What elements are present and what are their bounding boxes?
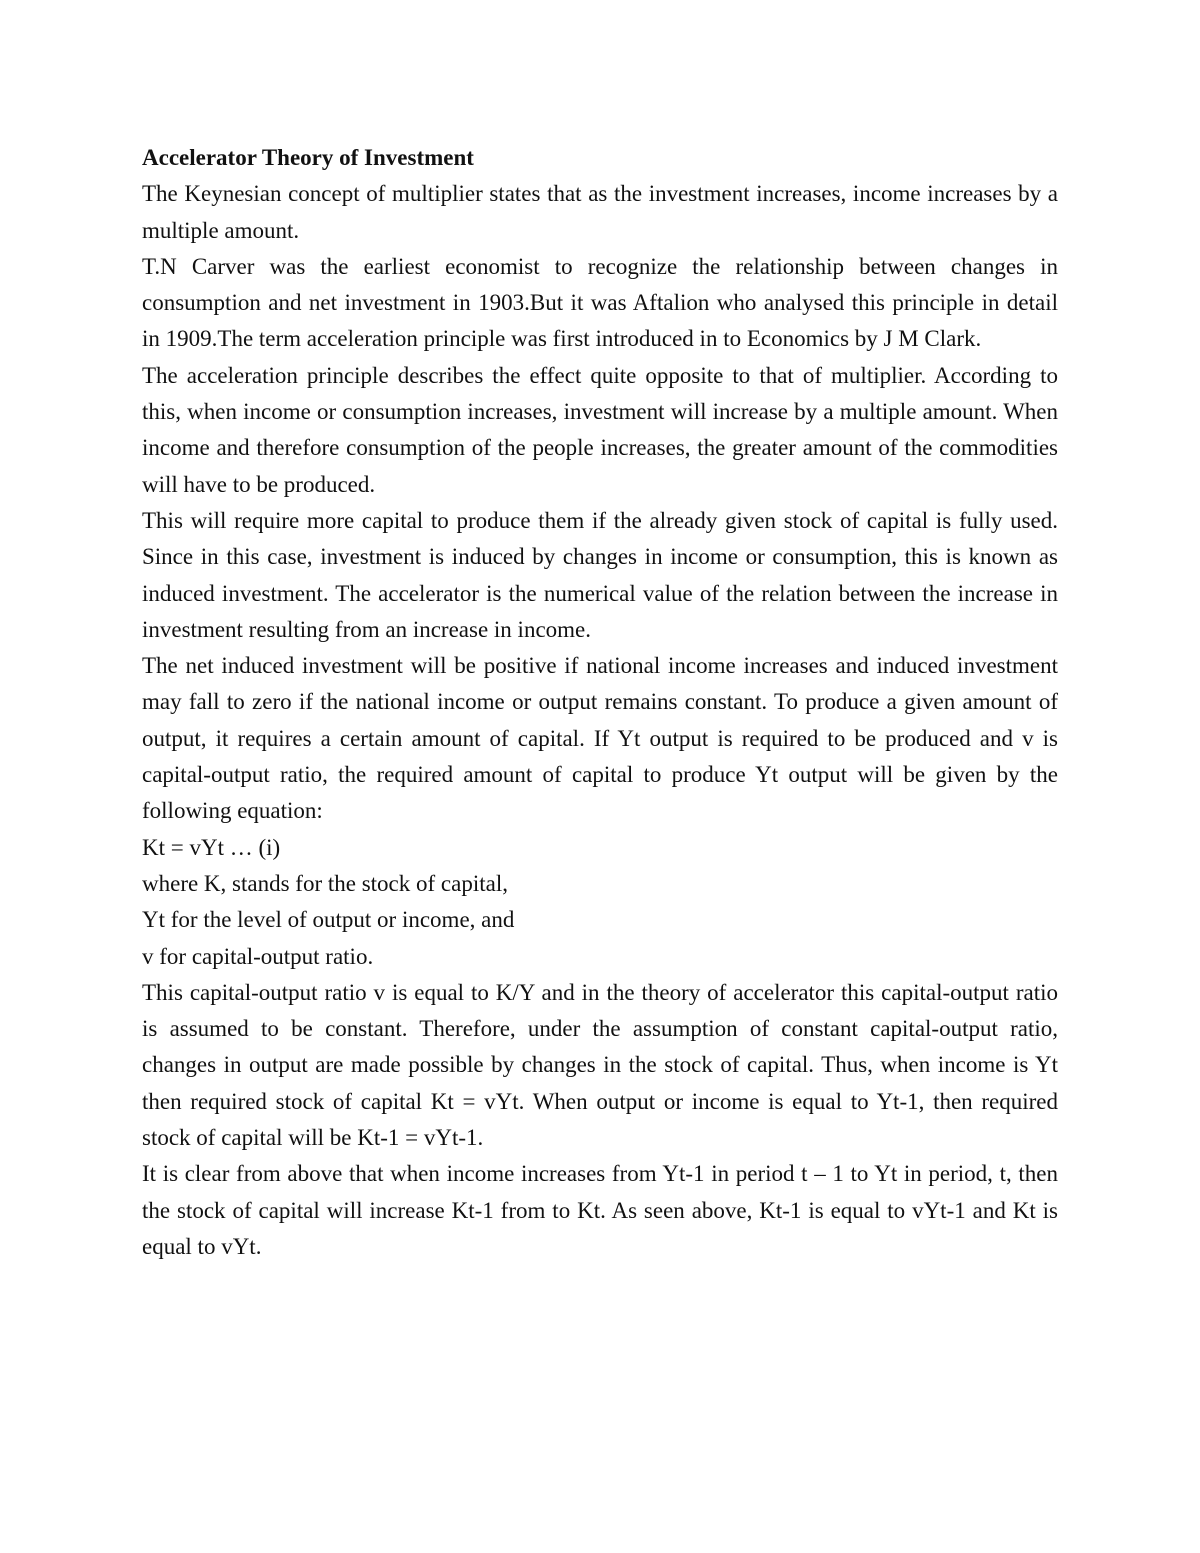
equation: Kt = vYt … (i) [142, 834, 281, 860]
paragraph-acceleration-principle: The acceleration principle describes the effect quite opposite to that of multiplier. According to this, when income or consumption increases, investment will increase by a multiple amount. When income and therefore consumption of the people increases, the greater amount of the commodities will have to be produced. [142, 362, 1058, 497]
paragraph-capital-output: The net induced investment will be positive if national income increases and induced investment may fall to zero if the national income or output remains constant. To produce a given amount of output, it requires a certain amount of capital. If Yt output is required to be produced and v is capital-output ratio, the required amount of capital to produce Yt output will be given by the following equation: [142, 653, 1058, 824]
paragraph-multiplier: The Keynesian concept of multiplier states that as the investment increases, income increases by a multiple amount. [142, 181, 1058, 243]
definition-v: v for capital-output ratio. [142, 943, 374, 969]
definition-k: where K, stands for the stock of capital, [142, 870, 508, 896]
paragraph-constant-ratio: This capital-output ratio v is equal to K/Y and in the theory of accelerator this capital-output ratio is assumed to be constant. Therefore, under the assumption of constant capital-output ratio, changes in output are made possible by changes in the stock of capital. Thus, when income is Yt then required stock of capital Kt = vYt. When output or income is equal to Yt-1, then required stock of capital will be Kt-1 = vYt-1. [142, 979, 1058, 1151]
paragraph-history: T.N Carver was the earliest economist to recognize the relationship between changes in consumption and net investment in 1903.But it was Aftalion who analysed this principle in detail in 1909.The term acceleration principle was first introduced in to Economics by J M Clark. [142, 253, 1058, 352]
document-title: Accelerator Theory of Investment [142, 145, 474, 170]
paragraph-conclusion: It is clear from above that when income increases from Yt-1 in period t – 1 to Yt in period, t, then the stock of capital will increase Kt-1 from to Kt. As seen above, Kt-1 is equal to vYt-1 and Kt is equal to vYt. [142, 1161, 1058, 1259]
document-page [142, 140, 1058, 1265]
paragraph-induced-investment: This will require more capital to produce them if the already given stock of capital is fully used. Since in this case, investment is induced by changes in income or consumption, this is known as induced investment. The accelerator is the numerical value of the relation between the increase in investment resulting from an increase in income. [142, 507, 1058, 642]
definition-yt: Yt for the level of output or income, and [142, 907, 515, 933]
